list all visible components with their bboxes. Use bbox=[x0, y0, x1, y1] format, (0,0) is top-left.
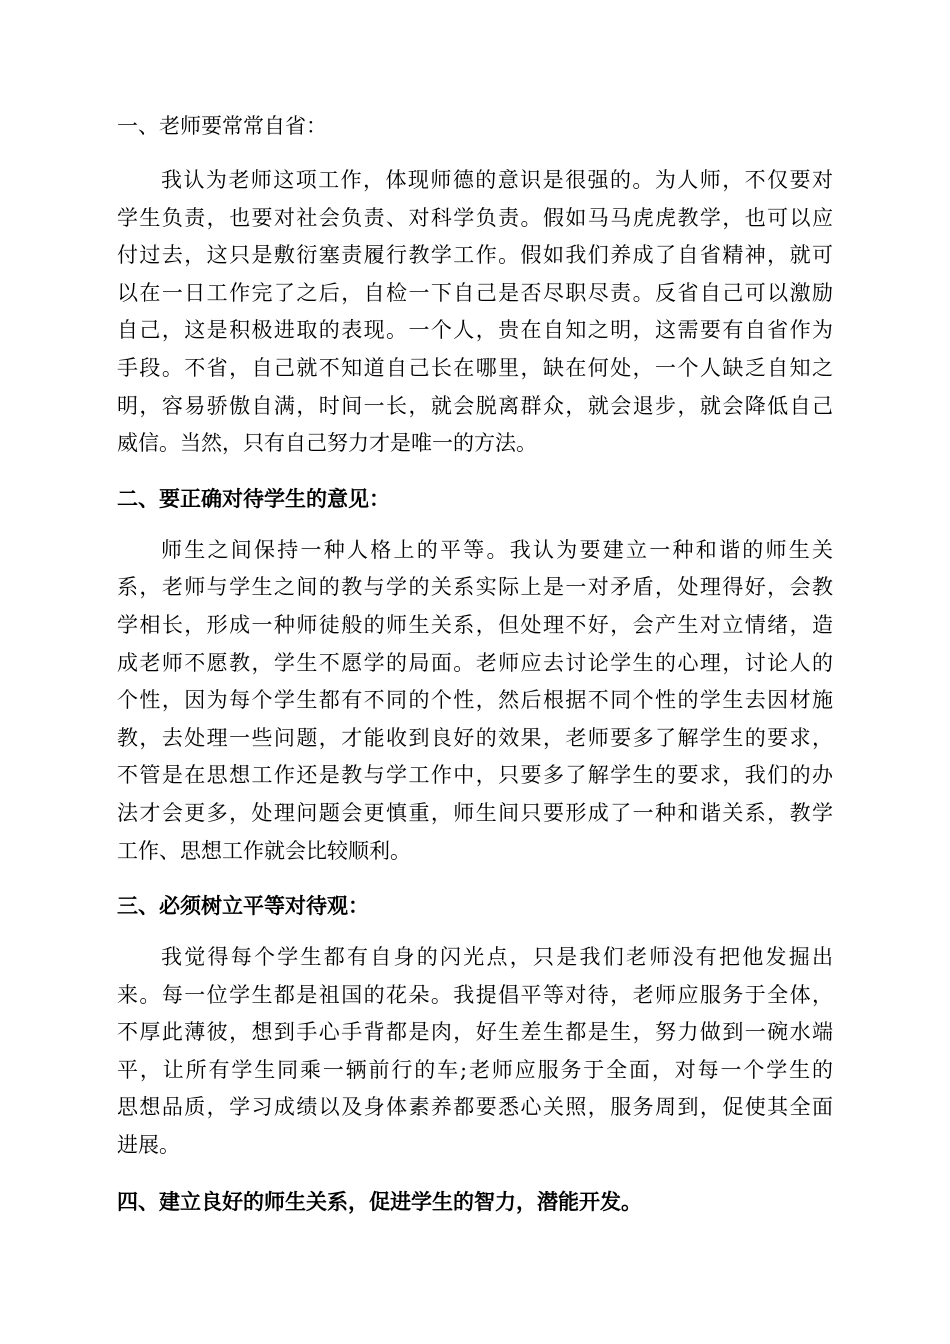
section-heading-2: 二、要正确对待学生的意见： bbox=[117, 485, 390, 511]
paragraph-line: 威信。当然，只有自己努力才是唯一的方法。 bbox=[117, 431, 537, 456]
paragraph-line: 个性，因为每个学生都有不同的个性，然后根据不同个性的学生去因材施 bbox=[117, 688, 833, 713]
paragraph-line: 系，老师与学生之间的教与学的关系实际上是一对矛盾，处理得好，会教 bbox=[117, 575, 833, 600]
paragraph-line: 来。每一位学生都是祖国的花朵。我提倡平等对待，老师应服务于全体， bbox=[117, 982, 833, 1007]
paragraph-line: 进展。 bbox=[117, 1133, 180, 1158]
document-page bbox=[117, 108, 833, 1220]
paragraph-line: 学相长，形成一种师徒般的师生关系，但处理不好，会产生对立情绪，造 bbox=[117, 612, 833, 637]
paragraph-line: 平，让所有学生同乘一辆前行的车;老师应服务于全面，对每一个学生的 bbox=[117, 1057, 833, 1082]
paragraph-line: 教，去处理一些问题，才能收到良好的效果，老师要多了解学生的要求， bbox=[117, 725, 833, 750]
paragraph-line: 手段。不省，自己就不知道自己长在哪里，缺在何处，一个人缺乏自知之 bbox=[117, 355, 833, 380]
paragraph-line: 师生之间保持一种人格上的平等。我认为要建立一种和谐的师生关 bbox=[161, 537, 833, 562]
section-heading-1: 一、老师要常常自省： bbox=[117, 114, 327, 138]
section-paragraph-2 bbox=[117, 532, 833, 870]
section-heading-3: 三、必须树立平等对待观： bbox=[117, 893, 369, 919]
paragraph-line: 法才会更多，处理问题会更慎重，师生间只要形成了一种和谐关系，教学 bbox=[117, 800, 833, 825]
section-paragraph-3 bbox=[117, 939, 833, 1165]
paragraph-line: 思想品质，学习成绩以及身体素养都要悉心关照，服务周到，促使其全面 bbox=[117, 1095, 833, 1120]
paragraph-line: 我认为老师这项工作，体现师德的意识是很强的。为人师，不仅要对 bbox=[161, 168, 833, 192]
paragraph-line: 以在一日工作完了之后，自检一下自己是否尽职尽责。反省自己可以激励 bbox=[117, 280, 833, 305]
paragraph-line: 不管是在思想工作还是教与学工作中，只要多了解学生的要求，我们的办 bbox=[117, 763, 833, 788]
paragraph-line: 不厚此薄彼，想到手心手背都是肉，好生差生都是生，努力做到一碗水端 bbox=[117, 1020, 833, 1045]
paragraph-line: 自己，这是积极进取的表现。一个人，贵在自知之明，这需要有自省作为 bbox=[117, 318, 833, 343]
paragraph-line: 明，容易骄傲自满，时间一长，就会脱离群众，就会退步，就会降低自己 bbox=[117, 393, 833, 418]
paragraph-line: 成老师不愿教，学生不愿学的局面。老师应去讨论学生的心理，讨论人的 bbox=[117, 650, 833, 675]
paragraph-line: 工作、思想工作就会比较顺利。 bbox=[117, 838, 411, 863]
section-paragraph-1 bbox=[117, 162, 833, 463]
paragraph-line: 我觉得每个学生都有自身的闪光点，只是我们老师没有把他发掘出 bbox=[161, 945, 833, 970]
paragraph-line: 付过去，这只是敷衍塞责履行教学工作。假如我们养成了自省精神，就可 bbox=[117, 243, 833, 268]
paragraph-line: 学生负责，也要对社会负责、对科学负责。假如马马虎虎教学，也可以应 bbox=[117, 205, 833, 230]
section-heading-4: 四、建立良好的师生关系，促进学生的智力，潜能开发。 bbox=[117, 1188, 642, 1214]
